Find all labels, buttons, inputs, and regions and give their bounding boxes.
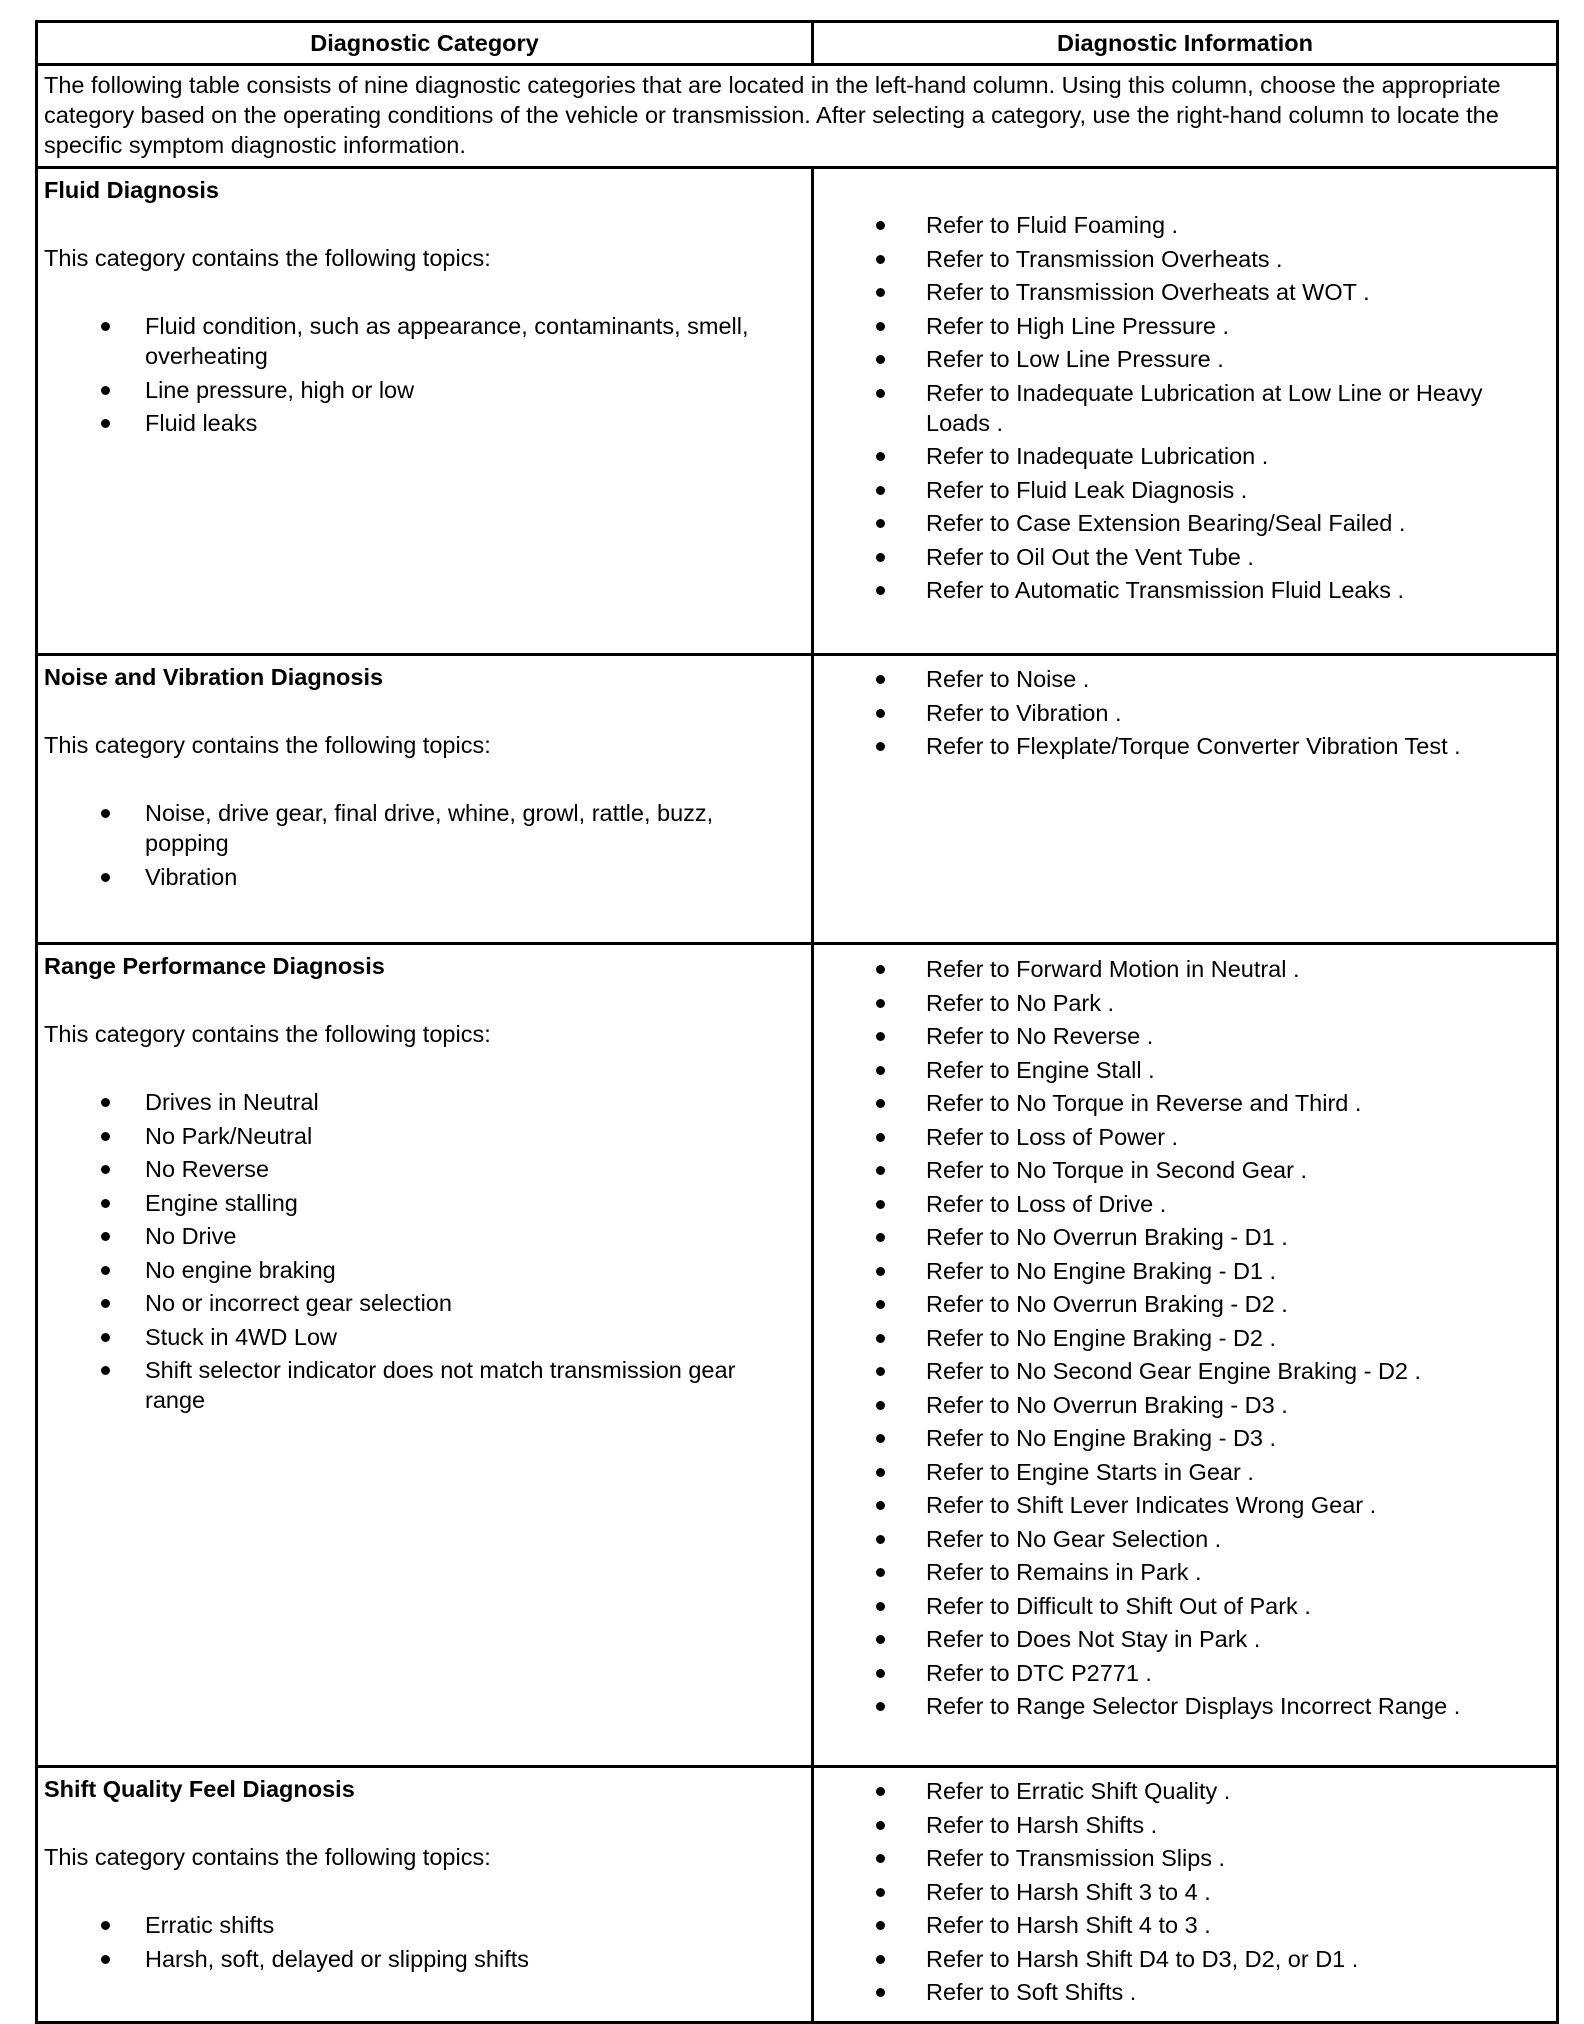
category-subtitle: This category contains the following topics: bbox=[44, 1021, 491, 1047]
header-diagnostic-category: Diagnostic Category bbox=[37, 22, 813, 65]
reference-item: Refer to Inadequate Lubrication at Low Line or Heavy Loads . bbox=[820, 378, 1550, 438]
category-cell bbox=[37, 944, 813, 1767]
topic-item: Line pressure, high or low bbox=[44, 375, 805, 405]
reference-item: Refer to Case Extension Bearing/Seal Failed . bbox=[820, 508, 1550, 538]
category-row-noise bbox=[37, 655, 1558, 944]
topic-item: Shift selector indicator does not match transmission gear range bbox=[44, 1355, 805, 1415]
reference-item: Refer to Does Not Stay in Park . bbox=[820, 1624, 1550, 1654]
reference-item: Refer to No Engine Braking - D1 . bbox=[820, 1256, 1550, 1286]
reference-item: Refer to Forward Motion in Neutral . bbox=[820, 954, 1550, 984]
topic-list bbox=[44, 1087, 805, 1415]
topic-item: Engine stalling bbox=[44, 1188, 805, 1218]
topic-item: Fluid leaks bbox=[44, 408, 805, 438]
reference-item: Refer to No Engine Braking - D3 . bbox=[820, 1423, 1550, 1453]
reference-list bbox=[820, 210, 1550, 605]
reference-item: Refer to No Torque in Second Gear . bbox=[820, 1155, 1550, 1185]
category-subtitle: This category contains the following topics: bbox=[44, 732, 491, 758]
category-subtitle: This category contains the following topics: bbox=[44, 1844, 491, 1870]
reference-item: Refer to Erratic Shift Quality . bbox=[820, 1776, 1550, 1806]
topic-item: No Reverse bbox=[44, 1154, 805, 1184]
info-cell bbox=[813, 168, 1558, 655]
topic-item: Drives in Neutral bbox=[44, 1087, 805, 1117]
topic-item: Fluid condition, such as appearance, contaminants, smell, overheating bbox=[44, 311, 805, 371]
reference-item: Refer to Engine Starts in Gear . bbox=[820, 1457, 1550, 1487]
reference-item: Refer to Vibration . bbox=[820, 698, 1550, 728]
topic-list bbox=[44, 1910, 805, 1974]
reference-item: Refer to No Second Gear Engine Braking - D2 . bbox=[820, 1356, 1550, 1386]
reference-item: Refer to Fluid Foaming . bbox=[820, 210, 1550, 240]
header-row bbox=[37, 22, 1558, 65]
reference-item: Refer to Loss of Power . bbox=[820, 1122, 1550, 1152]
reference-item: Refer to No Overrun Braking - D2 . bbox=[820, 1289, 1550, 1319]
reference-item: Refer to Noise . bbox=[820, 664, 1550, 694]
topic-item: No engine braking bbox=[44, 1255, 805, 1285]
diagnostic-table bbox=[35, 20, 1559, 2024]
topic-item: Erratic shifts bbox=[44, 1910, 805, 1940]
topic-item: No or incorrect gear selection bbox=[44, 1288, 805, 1318]
category-row-fluid bbox=[37, 168, 1558, 655]
reference-item: Refer to Inadequate Lubrication . bbox=[820, 441, 1550, 471]
header-diagnostic-information: Diagnostic Information bbox=[813, 22, 1558, 65]
reference-list bbox=[820, 954, 1550, 1721]
intro-text: The following table consists of nine diagnostic categories that are located in the left-hand column. Using this column, choose the appropriate category based on the operating conditions of the vehicle or transmission. After selecting a category, use the right-hand column to locate the specific symptom diagnostic information. bbox=[37, 65, 1558, 168]
reference-item: Refer to No Gear Selection . bbox=[820, 1524, 1550, 1554]
reference-item: Refer to No Overrun Braking - D3 . bbox=[820, 1390, 1550, 1420]
reference-item: Refer to Transmission Slips . bbox=[820, 1843, 1550, 1873]
reference-item: Refer to No Torque in Reverse and Third . bbox=[820, 1088, 1550, 1118]
reference-item: Refer to Loss of Drive . bbox=[820, 1189, 1550, 1219]
category-title: Range Performance Diagnosis bbox=[44, 953, 385, 979]
reference-item: Refer to Range Selector Displays Incorrect Range . bbox=[820, 1691, 1550, 1721]
reference-item: Refer to Harsh Shift 3 to 4 . bbox=[820, 1877, 1550, 1907]
info-cell bbox=[813, 1767, 1558, 2023]
topic-list bbox=[44, 798, 805, 892]
category-cell bbox=[37, 1767, 813, 2023]
topic-item: Stuck in 4WD Low bbox=[44, 1322, 805, 1352]
intro-row bbox=[37, 65, 1558, 168]
category-row-range bbox=[37, 944, 1558, 1767]
category-title: Shift Quality Feel Diagnosis bbox=[44, 1776, 355, 1802]
reference-item: Refer to Oil Out the Vent Tube . bbox=[820, 542, 1550, 572]
topic-list bbox=[44, 311, 805, 438]
info-cell bbox=[813, 944, 1558, 1767]
reference-item: Refer to Difficult to Shift Out of Park . bbox=[820, 1591, 1550, 1621]
reference-item: Refer to Low Line Pressure . bbox=[820, 344, 1550, 374]
topic-item: Harsh, soft, delayed or slipping shifts bbox=[44, 1944, 805, 1974]
topic-item: No Park/Neutral bbox=[44, 1121, 805, 1151]
reference-item: Refer to DTC P2771 . bbox=[820, 1658, 1550, 1688]
category-cell bbox=[37, 655, 813, 944]
category-row-shift bbox=[37, 1767, 1558, 2023]
category-cell bbox=[37, 168, 813, 655]
topic-item: Noise, drive gear, final drive, whine, growl, rattle, buzz, popping bbox=[44, 798, 805, 858]
reference-item: Refer to Harsh Shift 4 to 3 . bbox=[820, 1910, 1550, 1940]
reference-item: Refer to Shift Lever Indicates Wrong Gear . bbox=[820, 1490, 1550, 1520]
info-cell bbox=[813, 655, 1558, 944]
reference-item: Refer to Transmission Overheats . bbox=[820, 244, 1550, 274]
reference-item: Refer to Engine Stall . bbox=[820, 1055, 1550, 1085]
reference-item: Refer to No Overrun Braking - D1 . bbox=[820, 1222, 1550, 1252]
reference-list bbox=[820, 1776, 1550, 2007]
reference-item: Refer to Remains in Park . bbox=[820, 1557, 1550, 1587]
reference-item: Refer to No Engine Braking - D2 . bbox=[820, 1323, 1550, 1353]
reference-list bbox=[820, 664, 1550, 761]
reference-item: Refer to Transmission Overheats at WOT . bbox=[820, 277, 1550, 307]
reference-item: Refer to No Reverse . bbox=[820, 1021, 1550, 1051]
reference-item: Refer to Flexplate/Torque Converter Vibration Test . bbox=[820, 731, 1550, 761]
topic-item: Vibration bbox=[44, 862, 805, 892]
reference-item: Refer to Harsh Shifts . bbox=[820, 1810, 1550, 1840]
reference-item: Refer to Soft Shifts . bbox=[820, 1977, 1550, 2007]
category-subtitle: This category contains the following topics: bbox=[44, 245, 491, 271]
reference-item: Refer to Harsh Shift D4 to D3, D2, or D1 . bbox=[820, 1944, 1550, 1974]
category-title: Fluid Diagnosis bbox=[44, 177, 219, 203]
category-title: Noise and Vibration Diagnosis bbox=[44, 664, 384, 690]
reference-item: Refer to High Line Pressure . bbox=[820, 311, 1550, 341]
reference-item: Refer to Automatic Transmission Fluid Leaks . bbox=[820, 575, 1550, 605]
topic-item: No Drive bbox=[44, 1221, 805, 1251]
reference-item: Refer to No Park . bbox=[820, 988, 1550, 1018]
reference-item: Refer to Fluid Leak Diagnosis . bbox=[820, 475, 1550, 505]
